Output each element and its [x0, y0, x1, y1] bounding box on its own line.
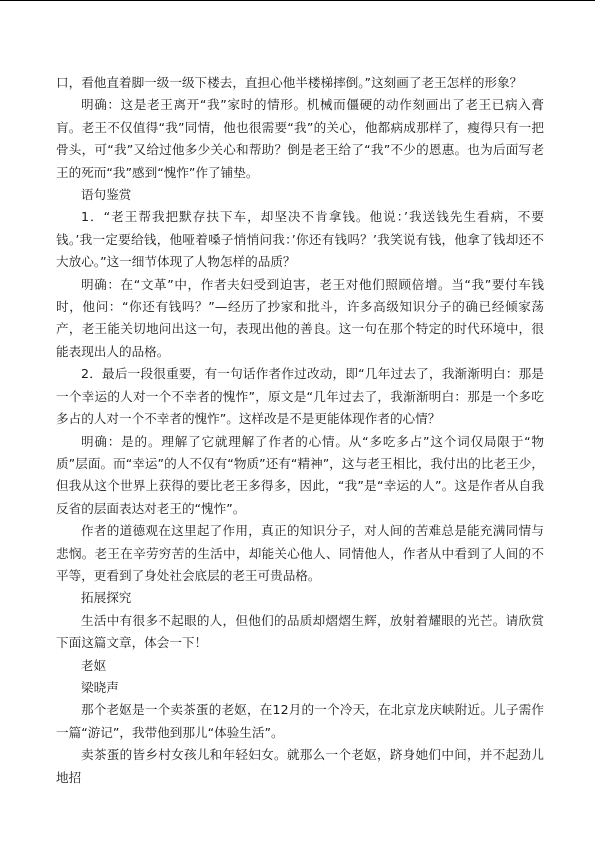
paragraph-answer-1: 明确：这是老王离开“我”家时的情形。机械而僵硬的动作刻画出了老王已病入膏肓。老王不仅值得“我”同情，他也很需要“我”的关心，他都病成那样了，瘦得只有一把骨头，可“我”又给过他多少关心和帮助？倒是老王给了“我”不少的恩惠。也为后面写老王的死而“我”感到“愧怍”作了铺垫。	[56, 97, 544, 180]
article-title: 老妪	[81, 657, 107, 673]
section-heading-sentence-appreciation: 语句鉴赏	[81, 187, 132, 203]
article-author: 梁晓声	[81, 679, 119, 695]
paragraph-laowang-stairs: 口，看他直着脚一级一级下楼去，直担心他半楼梯摔倒。”这刻画了老王怎样的形象？	[56, 75, 523, 90]
paragraph-question-1: 1．“老王帮我把默存扶下车，却坚决不肯拿钱。他说：’我送钱先生看病，不要钱。’我一定要给钱，他哑着嗓子悄悄问我：’你还有钱吗？’我笑说有钱，他拿了钱却还不大放心。”这一细节体现了人物怎样的品质？	[56, 209, 544, 270]
paragraph-answer-3: 明确：是的。理解了它就理解了作者的心情。从“多吃多占”这个词仅局限于“物质”层面。而“幸运”的人不仅有“物质”还有“精神”，这与老王相比，我付出的比老王少，但我从这个世界上获得的要比老王多得多，因此，“我”是“幸运的人”。这是作者从自我反省的层面表达对老王的“愧怍”。	[56, 433, 544, 516]
paragraph-question-2: 2．最后一段很重要，有一句话作者作过改动，即“几年过去了，我渐渐明白：那是一个幸运的人对一个不幸者的愧怍”，原文是“几年过去了，我渐渐明白：那是一个多吃多占的人对一个不幸者的愧怍”。这样改是不是更能体现作者的心情？	[56, 366, 544, 427]
paragraph-extension-intro: 生活中有很多不起眼的人，但他们的品质却熠熠生辉，放射着耀眼的光芒。请欣赏下面这篇文章，体会一下！	[56, 612, 544, 651]
paragraph-answer-2: 明确：在“文革”中，作者夫妇受到迫害，老王对他们照顾倍增。当“我”要付车钱时，他问：“你还有钱吗？”—经历了抄家和批斗，许多高级知识分子的确已经倾家荡产，老王能关切地问出这一句，表现出他的善良。这一句在那个特定的时代环境中，很能表现出人的品格。	[56, 276, 544, 359]
paragraph-article-2: 卖茶蛋的皆乡村女孩儿和年轻妇女。就那么一个老妪，跻身她们中间，并不起劲儿地招	[56, 747, 544, 785]
paragraph-article-1: 那个老妪是一个卖茶蛋的老妪，在12月的一个冷天，在北京龙庆峡附近。儿子需作一篇“游记”，我带他到那儿“体验生活”。	[56, 702, 544, 740]
paragraph-author-morality: 作者的道德观在这里起了作用，真正的知识分子，对人间的苦难总是能充满同情与悲悯。老王在辛劳穷苦的生活中，却能关心他人、同情他人，作者从中看到了人间的不平等，更看到了身处社会底层的老王可贵品格。	[56, 523, 544, 583]
section-heading-extension: 拓展探究	[81, 590, 132, 606]
document-body	[56, 72, 544, 789]
top-rule	[0, 0, 595, 1]
